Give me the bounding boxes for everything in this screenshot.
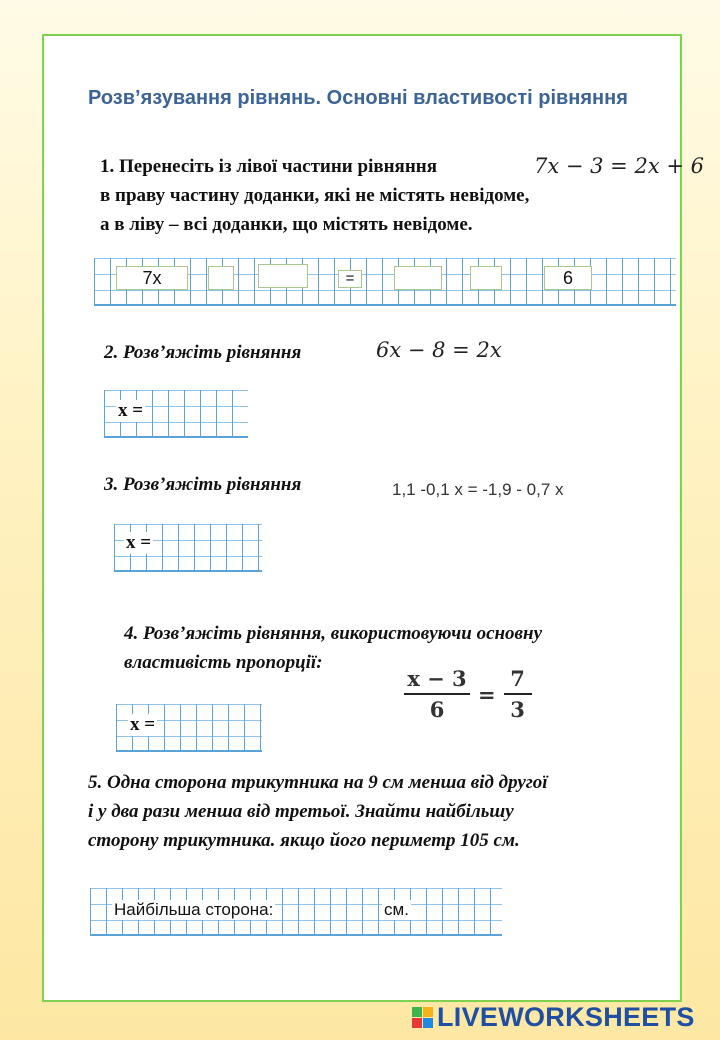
- task5-line3: сторону трикутника. якщо його периметр 105 см.: [88, 830, 520, 851]
- task1-line3: а в ліву – всі доданки, що містять невідоме.: [100, 214, 473, 235]
- page-title: Розв’язування рівнянь. Основні властивості рівняння: [88, 87, 628, 109]
- task1-grid: [94, 258, 676, 306]
- task5-answer-label: Найбільша сторона:: [114, 900, 274, 919]
- task1-line2: в праву частину доданки, які не містять невідоме,: [100, 185, 530, 206]
- task3-answer-input[interactable]: [164, 532, 254, 556]
- logo-mark-icon: [412, 1007, 433, 1028]
- task2-text: 2. Розв’яжіть рівняння: [104, 342, 302, 363]
- task3-text: 3. Розв’яжіть рівняння: [104, 474, 302, 495]
- task4-denominator-left: 6: [429, 697, 445, 722]
- task5-line1: 5. Одна сторона трикутника на 9 см менша від другої: [88, 772, 548, 793]
- task1-cell-6[interactable]: 6: [544, 266, 592, 290]
- task4-grid: [116, 704, 262, 752]
- logo-text: LIVEWORKSHEETS: [437, 1001, 695, 1032]
- task4-answer-input[interactable]: [168, 714, 254, 738]
- task3-equation: 1,1 -0,1 x = -1,9 - 0,7 x: [392, 480, 564, 499]
- task4-equals: =: [478, 681, 496, 707]
- task3-answer-label: x =: [126, 532, 152, 553]
- task5-line2: і у два рази менша від третьої. Знайти найбільшу: [88, 801, 514, 822]
- task1-cell-4[interactable]: [394, 266, 442, 290]
- task1-cell-5[interactable]: [470, 266, 502, 290]
- task4-numerator-left: x − 3: [407, 666, 467, 691]
- task4-denominator-right: 3: [510, 697, 525, 722]
- task4-answer-label: x =: [130, 714, 156, 735]
- task5-unit: см.: [384, 900, 409, 919]
- task3-grid: [114, 524, 262, 572]
- task2-grid: [104, 390, 248, 438]
- task1-cell-2[interactable]: [208, 266, 234, 290]
- task1-equals: =: [338, 270, 362, 288]
- task1-cell-1[interactable]: 7x: [116, 266, 188, 290]
- task4-line2: властивість пропорції:: [124, 652, 323, 673]
- task4-line1: 4. Розв’яжіть рівняння, використовуючи основну: [124, 623, 543, 644]
- liveworksheets-logo: [412, 1002, 712, 1032]
- worksheet-card: [42, 34, 682, 1002]
- task2-answer-label: x =: [118, 400, 144, 421]
- task2-answer-input[interactable]: [156, 400, 240, 424]
- task4-proportion: [404, 666, 532, 722]
- task4-numerator-right: 7: [510, 666, 525, 691]
- task1-equation: 7x − 3 = 2x + 6: [534, 154, 704, 178]
- task5-answer-input[interactable]: [322, 898, 380, 922]
- task1-cell-3[interactable]: [258, 264, 308, 288]
- task2-equation: 6x − 8 = 2x: [376, 338, 502, 362]
- task5-grid: [90, 888, 502, 936]
- task1-line1: 1. Перенесіть із лівої частини рівняння: [100, 156, 438, 177]
